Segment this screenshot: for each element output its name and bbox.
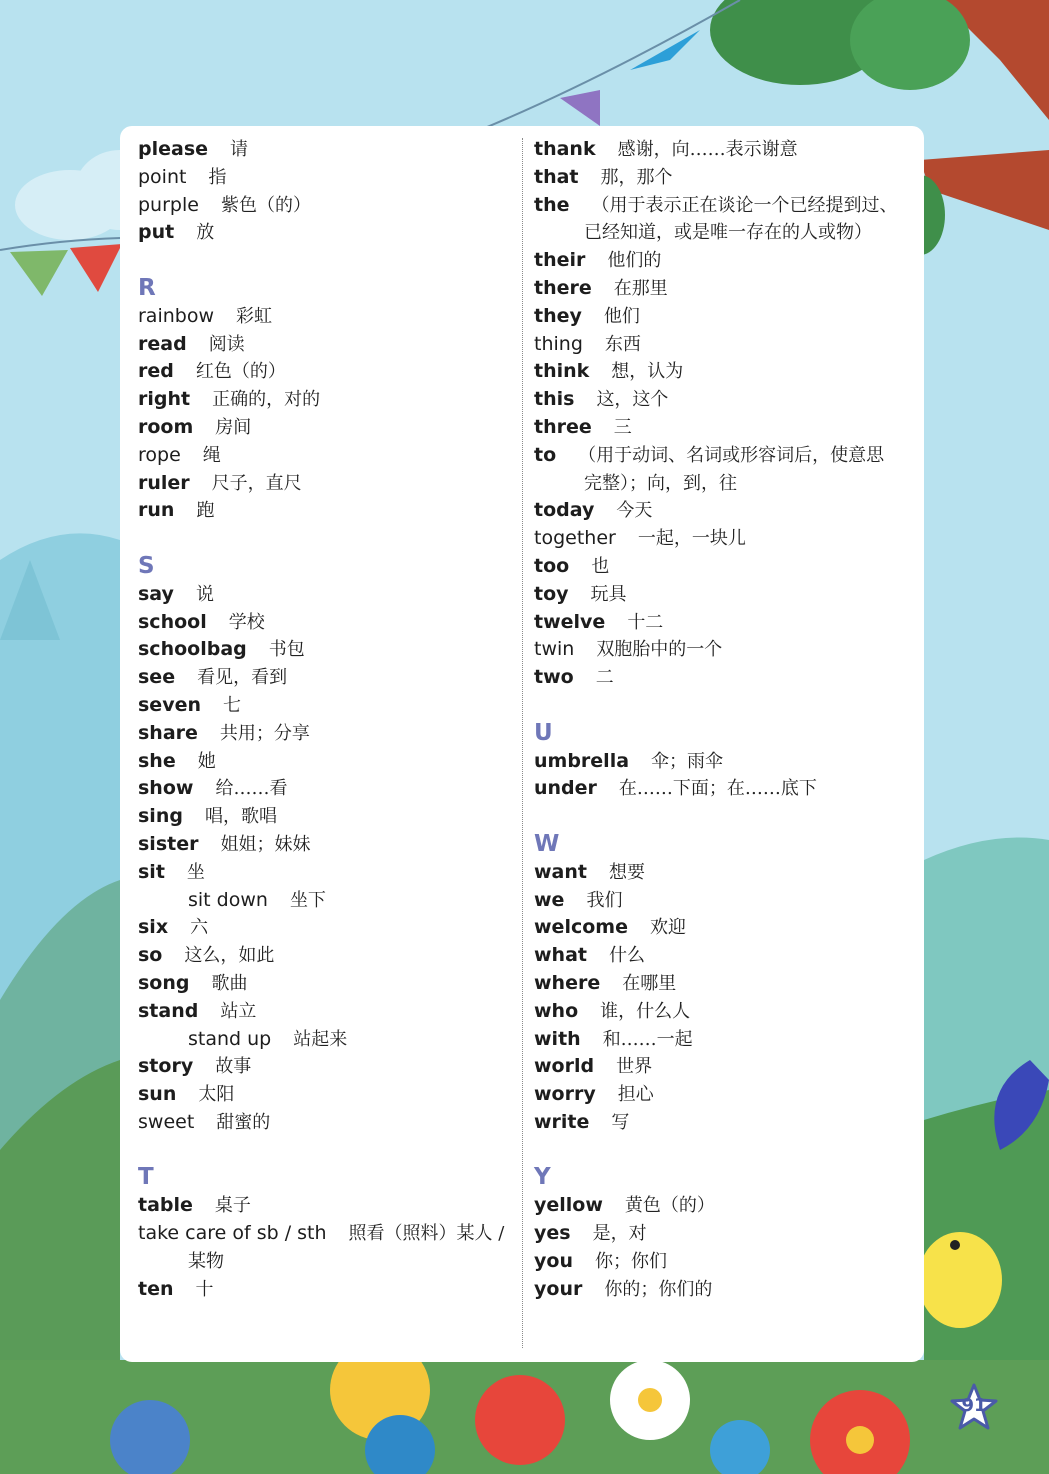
entry-translation: 也 <box>591 555 610 577</box>
entry-translation: 书包 <box>268 639 305 661</box>
vocabulary-entry <box>534 887 904 915</box>
entry-word: the <box>534 193 570 216</box>
vocabulary-entry <box>138 1220 508 1248</box>
chick-shape <box>918 1232 1002 1328</box>
vocabulary-entry <box>138 497 508 525</box>
vocabulary-entry <box>138 164 508 192</box>
vocabulary-entry <box>138 692 508 720</box>
entry-translation: 太阳 <box>198 1084 235 1106</box>
entry-translation: 在哪里 <box>622 972 677 994</box>
vocabulary-entry <box>138 414 508 442</box>
entry-word: your <box>534 1277 583 1300</box>
entry-word: ten <box>138 1277 174 1300</box>
vocabulary-entry <box>534 1192 904 1220</box>
entry-word: run <box>138 499 175 522</box>
vocabulary-entry <box>138 219 508 247</box>
vocabulary-entry <box>534 775 904 803</box>
entry-word: worry <box>534 1083 596 1106</box>
entry-translation: 歌曲 <box>211 972 248 994</box>
entry-translation: 在……下面；在……底下 <box>618 778 817 800</box>
vocabulary-entry <box>534 414 904 442</box>
entry-word: stand <box>138 999 199 1022</box>
vocabulary-entry <box>138 609 508 637</box>
entry-word: toy <box>534 582 569 605</box>
entry-word: thank <box>534 138 596 160</box>
vocabulary-entry <box>138 775 508 803</box>
entry-word: under <box>534 777 597 800</box>
entry-translation: 今天 <box>616 500 653 522</box>
right-column <box>534 136 904 1303</box>
vocabulary-entry <box>138 442 508 470</box>
vocabulary-entry <box>138 386 508 414</box>
entry-word: sister <box>138 832 199 855</box>
vocabulary-entry <box>138 720 508 748</box>
entry-word: with <box>534 1027 581 1050</box>
entry-word: ruler <box>138 471 190 494</box>
entry-word: rope <box>138 443 181 466</box>
page-number-badge <box>948 1382 1000 1434</box>
entry-word: so <box>138 944 163 967</box>
letter-heading: R <box>138 274 156 301</box>
entry-translation: 我们 <box>586 889 623 911</box>
entry-word: put <box>138 221 175 244</box>
vocabulary-entry <box>534 859 904 887</box>
entry-translation: 什么 <box>608 945 645 967</box>
entry-translation: 站立 <box>220 1000 257 1022</box>
entry-word: welcome <box>534 916 628 939</box>
entry-translation: 这，这个 <box>596 389 669 411</box>
entry-word: seven <box>138 693 201 716</box>
phrase-translation: 坐下 <box>289 889 326 911</box>
entry-translation: 一起，一块儿 <box>637 528 746 550</box>
vocabulary-entry <box>138 331 508 359</box>
vocabulary-entry <box>138 1192 508 1220</box>
phrase-word: stand up <box>188 1027 272 1050</box>
letter-heading: W <box>534 830 560 857</box>
entry-translation: 世界 <box>616 1056 653 1078</box>
entry-word: think <box>534 360 590 383</box>
vocabulary-entry <box>138 136 508 164</box>
entry-translation: 六 <box>190 917 209 939</box>
entry-translation: 他们的 <box>607 250 662 272</box>
entry-word: sing <box>138 805 183 828</box>
entry-word: who <box>534 999 579 1022</box>
entry-translation: 七 <box>223 694 241 716</box>
entry-word: she <box>138 749 176 772</box>
translation-continuation <box>534 470 904 498</box>
entry-translation: 想，认为 <box>611 361 684 383</box>
vocabulary-entry <box>534 386 904 414</box>
entry-translation: 黄色（的） <box>624 1195 715 1217</box>
entry-word: yes <box>534 1222 571 1245</box>
entry-translation: 在那里 <box>613 277 668 299</box>
entry-word: room <box>138 415 194 438</box>
entry-word: sweet <box>138 1110 195 1133</box>
entry-word: six <box>138 916 169 939</box>
entry-word: share <box>138 721 198 744</box>
vocabulary-entry <box>534 497 904 525</box>
phrase-entry <box>138 887 508 915</box>
vocabulary-entry <box>534 664 904 692</box>
entry-word: world <box>534 1055 595 1078</box>
entry-translation: 她 <box>197 750 216 772</box>
vocabulary-entry <box>534 609 904 637</box>
entry-translation: 他们 <box>603 305 640 327</box>
vocabulary-entry <box>138 636 508 664</box>
entry-translation: 看见，看到 <box>197 667 288 689</box>
entry-translation: 双胞胎中的一个 <box>596 639 723 661</box>
vocabulary-entry <box>138 470 508 498</box>
vocabulary-entry <box>138 859 508 887</box>
entry-translation: 和……一起 <box>602 1028 693 1050</box>
vocabulary-entry <box>534 192 904 220</box>
vocabulary-entry <box>138 303 508 331</box>
vocabulary-entry <box>138 581 508 609</box>
entry-word: there <box>534 276 592 299</box>
entry-word: red <box>138 360 174 383</box>
entry-word: write <box>534 1110 590 1133</box>
entry-translation: 二 <box>595 667 614 689</box>
vocabulary-entry <box>138 914 508 942</box>
entry-translation: 玩具 <box>590 583 627 605</box>
entry-translation: 欢迎 <box>649 917 686 939</box>
vocabulary-entry <box>534 553 904 581</box>
vocabulary-entry <box>138 831 508 859</box>
entry-word: take care of sb / sth <box>138 1222 327 1245</box>
entry-word: song <box>138 971 190 994</box>
entry-translation: 十二 <box>627 611 664 633</box>
vocabulary-entry <box>138 1053 508 1081</box>
vocabulary-entry <box>534 1109 904 1137</box>
vocabulary-entry <box>138 970 508 998</box>
entry-translation: 十 <box>195 1278 214 1300</box>
entry-word: schoolbag <box>138 638 247 661</box>
vocabulary-entry <box>534 636 904 664</box>
entry-word: show <box>138 777 194 800</box>
entry-translation: 你的；你们的 <box>604 1278 713 1300</box>
entry-translation: 跑 <box>196 500 215 522</box>
letter-heading: T <box>138 1164 154 1191</box>
entry-translation: 彩虹 <box>236 305 272 327</box>
entry-translation: 尺子，直尺 <box>211 472 302 494</box>
entry-word: they <box>534 304 582 327</box>
entry-translation: 指 <box>208 166 227 188</box>
vocabulary-entry <box>534 136 904 164</box>
entry-translation: 放 <box>196 222 215 244</box>
entry-translation: 正确的，对的 <box>212 389 321 411</box>
entry-word: too <box>534 554 570 577</box>
entry-translation: 那，那个 <box>600 166 673 188</box>
vocabulary-entry <box>534 942 904 970</box>
letter-heading: S <box>138 552 155 579</box>
entry-translation: 感谢，向……表示谢意 <box>617 139 798 160</box>
entry-translation: 你；你们 <box>594 1250 667 1272</box>
entry-word: twelve <box>534 610 606 633</box>
entry-translation: 担心 <box>617 1084 654 1106</box>
phrase-translation: 站起来 <box>293 1028 348 1050</box>
entry-translation: 伞；雨伞 <box>651 750 724 772</box>
entry-translation: 说 <box>195 583 214 605</box>
entry-translation: 红色（的） <box>195 361 286 383</box>
entry-word: two <box>534 666 574 689</box>
entry-translation: 坐 <box>186 861 205 883</box>
vocabulary-entry <box>534 1248 904 1276</box>
vocabulary-entry <box>534 1081 904 1109</box>
entry-translation: 写 <box>611 1111 630 1133</box>
entry-word: want <box>534 860 587 883</box>
entry-translation: 唱，歌唱 <box>204 806 277 828</box>
entry-word: say <box>138 582 174 605</box>
entry-translation: 共用；分享 <box>219 722 310 744</box>
entry-word: sun <box>138 1083 177 1106</box>
entry-translation: 房间 <box>215 416 252 438</box>
vocabulary-entry <box>534 1276 904 1304</box>
vocabulary-entry <box>534 525 904 553</box>
entry-word: yellow <box>534 1194 603 1217</box>
vocabulary-entry <box>138 803 508 831</box>
entry-translation: 三 <box>613 416 632 438</box>
entry-word: to <box>534 443 557 466</box>
vocabulary-entry <box>534 1220 904 1248</box>
entry-word: together <box>534 527 616 550</box>
entry-word: school <box>138 610 207 633</box>
entry-translation: 谁，什么人 <box>600 1000 691 1022</box>
entry-translation: 东西 <box>604 333 641 355</box>
vocabulary-entry <box>534 1026 904 1054</box>
entry-translation: 绳 <box>202 444 221 466</box>
page-number: 91 <box>961 1395 987 1416</box>
entry-word: read <box>138 332 187 355</box>
entry-word: where <box>534 971 601 994</box>
entry-translation: 照看（照料）某人 / <box>348 1223 505 1245</box>
vocabulary-entry <box>138 942 508 970</box>
entry-word: umbrella <box>534 749 630 772</box>
entry-word: what <box>534 944 587 967</box>
vocabulary-entry <box>534 331 904 359</box>
entry-translation: 给……看 <box>215 778 288 800</box>
entry-word: their <box>534 249 586 272</box>
translation-continuation <box>138 1248 508 1276</box>
vocabulary-entry <box>138 1081 508 1109</box>
entry-translation: （用于动词、名词或形容词后，使意思 <box>578 444 885 466</box>
vocabulary-entry <box>534 581 904 609</box>
vocabulary-entry <box>138 748 508 776</box>
entry-translation: 请 <box>230 139 249 160</box>
entry-word: rainbow <box>138 304 214 327</box>
entry-translation-continued: 某物 <box>188 1250 224 1272</box>
left-column <box>138 136 508 1303</box>
translation-continuation <box>534 219 904 247</box>
entry-word: you <box>534 1249 573 1272</box>
entry-word: sit <box>138 860 165 883</box>
letter-heading: Y <box>534 1164 551 1191</box>
vocabulary-entry <box>534 748 904 776</box>
entry-word: twin <box>534 638 575 661</box>
vocabulary-entry <box>534 970 904 998</box>
vocabulary-entry <box>534 442 904 470</box>
entry-word: today <box>534 499 595 522</box>
entry-translation: 姐姐；妹妹 <box>220 833 311 855</box>
column-divider <box>522 138 523 1348</box>
entry-word: see <box>138 666 176 689</box>
entry-word: this <box>534 388 575 411</box>
phrase-word: sit down <box>188 888 268 911</box>
vocabulary-entry <box>138 1276 508 1304</box>
entry-word: story <box>138 1055 194 1078</box>
entry-word: purple <box>138 193 199 216</box>
entry-word: point <box>138 165 187 188</box>
entry-translation: 是，对 <box>592 1223 647 1245</box>
vocabulary-entry <box>138 1109 508 1137</box>
entry-translation: 学校 <box>228 611 265 633</box>
entry-translation-continued: 完整）；向，到，往 <box>584 472 737 494</box>
vocabulary-entry <box>534 998 904 1026</box>
vocabulary-entry <box>534 247 904 275</box>
vocabulary-entry <box>534 275 904 303</box>
entry-translation: 甜蜜的 <box>216 1111 271 1133</box>
vocabulary-entry <box>534 303 904 331</box>
entry-translation: （用于表示正在谈论一个已经提到过、 <box>591 194 898 216</box>
vocabulary-entry <box>534 914 904 942</box>
vocabulary-entry <box>534 1053 904 1081</box>
entry-word: thing <box>534 332 583 355</box>
entry-word: we <box>534 888 565 911</box>
entry-translation: 紫色（的） <box>220 194 311 216</box>
entry-word: that <box>534 165 579 188</box>
letter-heading: U <box>534 719 553 746</box>
entry-translation: 想要 <box>608 861 645 883</box>
entry-translation: 这么，如此 <box>184 945 275 967</box>
vocabulary-entry <box>138 664 508 692</box>
vocabulary-entry <box>534 164 904 192</box>
entry-translation: 故事 <box>215 1056 252 1078</box>
entry-word: right <box>138 388 191 411</box>
phrase-entry <box>138 1026 508 1054</box>
vocabulary-entry <box>534 358 904 386</box>
entry-word: three <box>534 415 592 438</box>
vocabulary-entry <box>138 998 508 1026</box>
entry-word: please <box>138 138 209 160</box>
entry-translation: 阅读 <box>208 333 245 355</box>
entry-translation-continued: 已经知道，或是唯一存在的人或物） <box>584 222 872 244</box>
entry-word: table <box>138 1194 193 1217</box>
vocabulary-entry <box>138 192 508 220</box>
entry-translation: 桌子 <box>214 1195 251 1217</box>
vocabulary-entry <box>138 358 508 386</box>
